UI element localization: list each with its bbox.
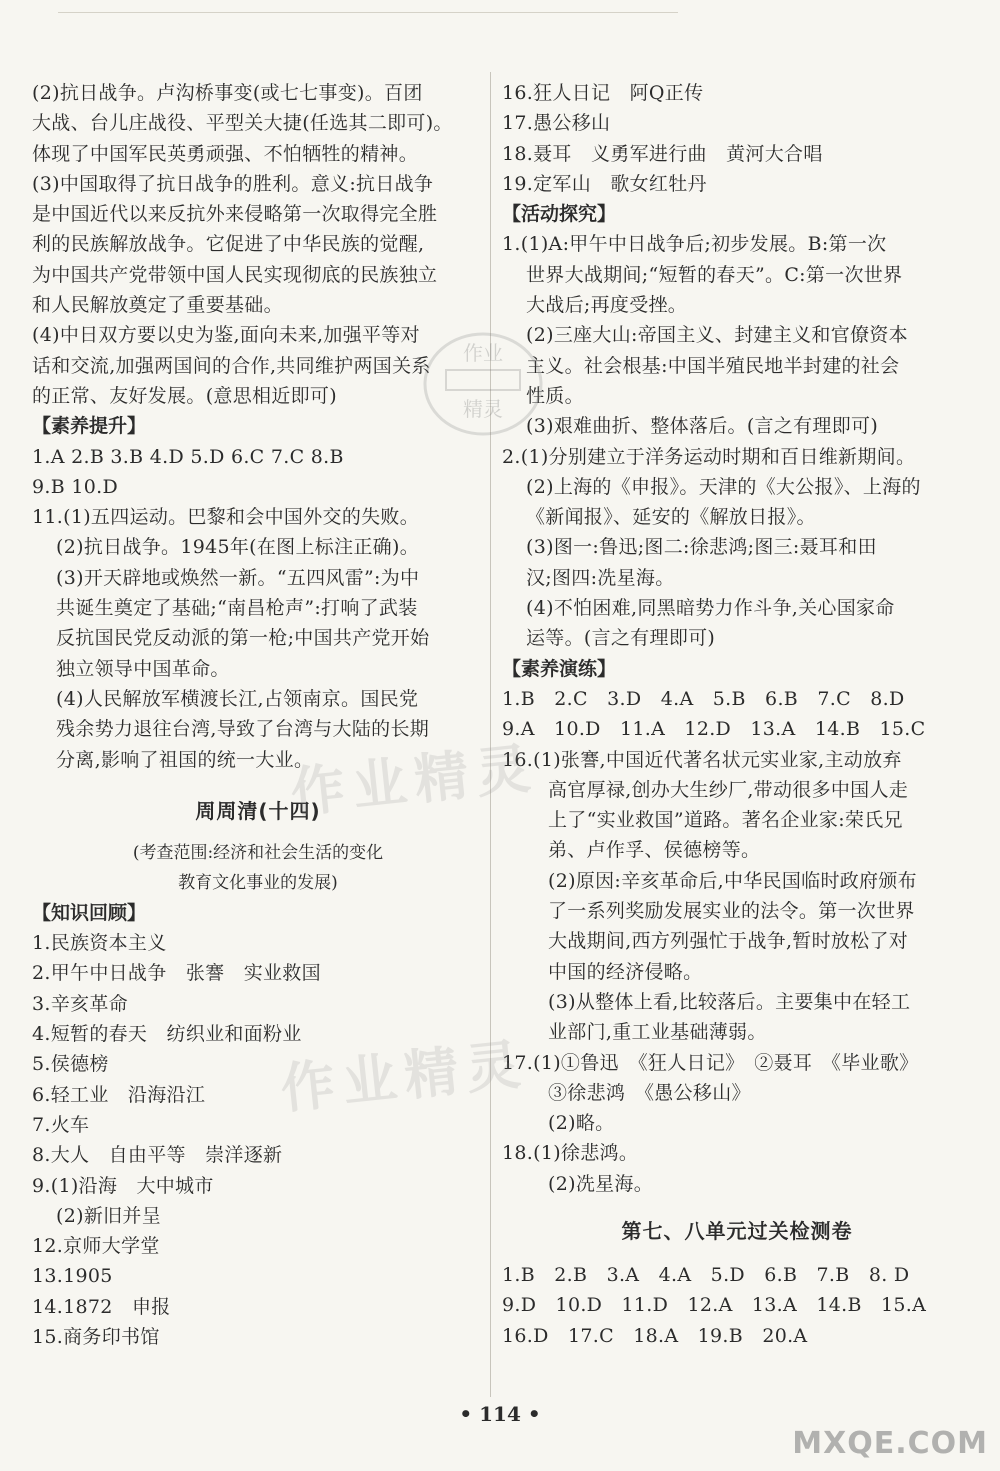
section-heading: 【活动探究】 xyxy=(502,203,617,226)
answer-line: 13.1905 xyxy=(32,1265,113,1288)
watermark-text: 作业精灵 xyxy=(287,736,542,825)
answer-line: 大战后;再度受挫。 xyxy=(526,294,688,317)
watermark-stamp-icon xyxy=(418,324,548,444)
answer-line: 残余势力退往台湾,导致了台湾与大陆的长期 xyxy=(56,718,430,741)
answer-line: 高官厚禄,创办大生纱厂,带动很多中国人走 xyxy=(548,778,909,801)
section-title-unit-test: 第七、八单元过关检测卷 xyxy=(621,1218,853,1243)
answer-line: 共诞生奠定了基础;“南昌枪声”:打响了武装 xyxy=(56,597,418,620)
right-column xyxy=(502,78,972,1351)
answer-line: 9.D 10.D 11.D 12.A 13.A 14.B 15.A xyxy=(502,1294,927,1317)
top-rule xyxy=(58,12,678,13)
answer-line: (2)抗日战争。卢沟桥事变(或七七事变)。百团 xyxy=(32,82,423,104)
answer-line: 17.愚公移山 xyxy=(502,112,611,135)
answer-line: 了一系列奖励发展实业的法令。第一次世界 xyxy=(548,900,915,923)
answer-line: (2)略。 xyxy=(548,1112,615,1135)
answer-line: (2)新旧并呈 xyxy=(56,1204,162,1227)
answer-line: 2.甲午中日战争 张謇 实业救国 xyxy=(32,962,321,985)
answer-line: 1.B 2.C 3.D 4.A 5.B 6.B 7.C 8.D xyxy=(502,687,905,710)
answer-line: (3)艰难曲折、整体落后。(言之有理即可) xyxy=(526,415,879,438)
answer-line: 业部门,重工业基础薄弱。 xyxy=(548,1021,767,1044)
page-number: • 114 • xyxy=(459,1402,541,1426)
svg-text:作业: 作业 xyxy=(463,341,503,365)
answer-line: (4)中日双方要以史为鉴,面向未来,加强平等对 xyxy=(32,324,420,347)
answer-line: 1.B 2.B 3.A 4.A 5.D 6.B 7.B 8. D xyxy=(502,1263,910,1286)
answer-line: 《新闻报》、延安的《解放日报》。 xyxy=(526,506,816,529)
answer-line: 汉;图四:冼星海。 xyxy=(526,566,675,589)
answer-line: 19.定军山 歌女红牡丹 xyxy=(502,172,707,195)
exam-range-line2: 教育文化事业的发展) xyxy=(178,872,338,893)
answer-line: 3.辛亥革命 xyxy=(32,992,128,1015)
answer-line: 的正常、友好发展。(意思相近即可) xyxy=(32,384,337,407)
answer-line: 弟、卢作孚、侯德榜等。 xyxy=(548,839,761,862)
watermark-text: 作业精灵 xyxy=(277,1032,532,1121)
answer-line: 和人民解放奠定了重要基础。 xyxy=(32,294,283,317)
answer-line: 世界大战期间;“短暂的春天”。C:第一次世界 xyxy=(526,263,903,286)
answer-line: 16.狂人日记 阿Q正传 xyxy=(502,82,704,104)
answer-line: 反抗国民党反动派的第一枪;中国共产党开始 xyxy=(56,627,430,650)
answer-line: 1.(1)A:甲午中日战争后;初步发展。B:第一次 xyxy=(502,233,887,256)
answer-line: (2)抗日战争。1945年(在图上标注正确)。 xyxy=(56,536,419,559)
answer-line: 16.(1)张謇,中国近代著名状元实业家,主动放弃 xyxy=(502,748,902,771)
answer-line: 11.(1)五四运动。巴黎和会中国外交的失败。 xyxy=(32,506,420,529)
answer-line: (3)中国取得了抗日战争的胜利。意义:抗日战争 xyxy=(32,172,434,195)
section-heading: 【素养提升】 xyxy=(32,415,147,438)
answer-line: 是中国近代以来反抗外来侵略第一次取得完全胜 xyxy=(32,203,438,226)
answer-line: 话和交流,加强两国间的合作,共同维护两国关系 xyxy=(32,354,431,377)
answer-line: 18.(1)徐悲鸿。 xyxy=(502,1142,639,1165)
answer-line: (4)不怕困难,同黑暗势力作斗争,关心国家命 xyxy=(526,597,895,620)
answer-line: 14.1872 申报 xyxy=(32,1295,171,1318)
answer-line: (2)上海的《申报》。天津的《大公报》、上海的 xyxy=(526,475,921,498)
answer-line: 运等。(言之有理即可) xyxy=(526,627,716,650)
knowledge-review-block xyxy=(32,898,484,1352)
answer-line: (2)冼星海。 xyxy=(548,1172,654,1195)
answer-line: 主义。社会根基:中国半殖民地半封建的社会 xyxy=(526,354,900,377)
answer-line: 9.(1)沿海 大中城市 xyxy=(32,1174,214,1197)
answer-line: 分离,影响了祖国的统一大业。 xyxy=(56,748,314,771)
answer-line: (2)原因:辛亥革命后,中华民国临时政府颁布 xyxy=(548,869,917,892)
answer-line: 1.民族资本主义 xyxy=(32,932,167,955)
answer-line: 上了“实业救国”道路。著名企业家:荣氏兄 xyxy=(548,809,903,832)
answer-line: 体现了中国军民英勇顽强、不怕牺牲的精神。 xyxy=(32,142,419,165)
answer-line: (3)从整体上看,比较落后。主要集中在轻工 xyxy=(548,990,911,1013)
answer-line: 9.B 10.D xyxy=(32,475,118,498)
answer-line: 8.大人 自由平等 崇洋逐新 xyxy=(32,1144,283,1167)
left-column xyxy=(32,78,484,1352)
answer-line: 2.(1)分别建立于洋务运动时期和百日维新期间。 xyxy=(502,445,916,468)
answer-line: 18.聂耳 义勇军进行曲 黄河大合唱 xyxy=(502,142,823,165)
answer-line: 7.火车 xyxy=(32,1113,90,1136)
right-answer-block xyxy=(502,78,972,1199)
section-heading: 【素养演练】 xyxy=(502,657,617,680)
answer-line: 12.京师大学堂 xyxy=(32,1235,160,1258)
answer-line: 5.侯德榜 xyxy=(32,1053,109,1076)
left-answer-block xyxy=(32,78,484,775)
answer-line: (3)开天辟地或焕然一新。“五四风雷”:为中 xyxy=(56,566,420,589)
answer-line: 利的民族解放战争。它促进了中华民族的觉醒, xyxy=(32,233,425,256)
answer-line: (4)人民解放军横渡长江,占领南京。国民党 xyxy=(56,687,419,710)
answer-line: 性质。 xyxy=(526,384,584,407)
answer-line: 1.A 2.B 3.B 4.D 5.D 6.C 7.C 8.B xyxy=(32,445,344,468)
answer-line: 独立领导中国革命。 xyxy=(56,657,230,680)
section-heading: 【知识回顾】 xyxy=(32,901,147,924)
corner-watermark: MXQE.COM xyxy=(792,1426,988,1461)
answer-line: ③徐悲鸿 《愚公移山》 xyxy=(548,1081,751,1104)
svg-text:精灵: 精灵 xyxy=(463,397,503,421)
unit-test-answers xyxy=(502,1260,972,1351)
answer-line: (2)三座大山:帝国主义、封建主义和官僚资本 xyxy=(526,324,908,347)
answer-line: (3)图一:鲁迅;图二:徐悲鸿;图三:聂耳和田 xyxy=(526,536,877,559)
answer-line: 中国的经济侵略。 xyxy=(548,960,703,983)
answer-line: 大战、台儿庄战役、平型关大捷(任选其二即可)。 xyxy=(32,112,453,135)
answer-line: 6.轻工业 沿海沿江 xyxy=(32,1083,206,1106)
answer-line: 9.A 10.D 11.A 12.D 13.A 14.B 15.C xyxy=(502,718,926,741)
answer-line: 16.D 17.C 18.A 19.B 20.A xyxy=(502,1324,808,1347)
answer-line: 为中国共产党带领中国人民实现彻底的民族独立 xyxy=(32,263,438,286)
answer-line: 17.(1)①鲁迅 《狂人日记》 ②聂耳 《毕业歌》 xyxy=(502,1051,919,1074)
answer-line: 大战期间,西方列强忙于战争,暂时放松了对 xyxy=(548,930,909,953)
section-title-weekly: 周周清(十四) xyxy=(195,798,321,823)
exam-range-line1: (考查范围:经济和社会生活的变化 xyxy=(132,842,384,863)
answer-line: 15.商务印书馆 xyxy=(32,1325,160,1348)
answer-line: 4.短暂的春天 纺织业和面粉业 xyxy=(32,1023,302,1046)
